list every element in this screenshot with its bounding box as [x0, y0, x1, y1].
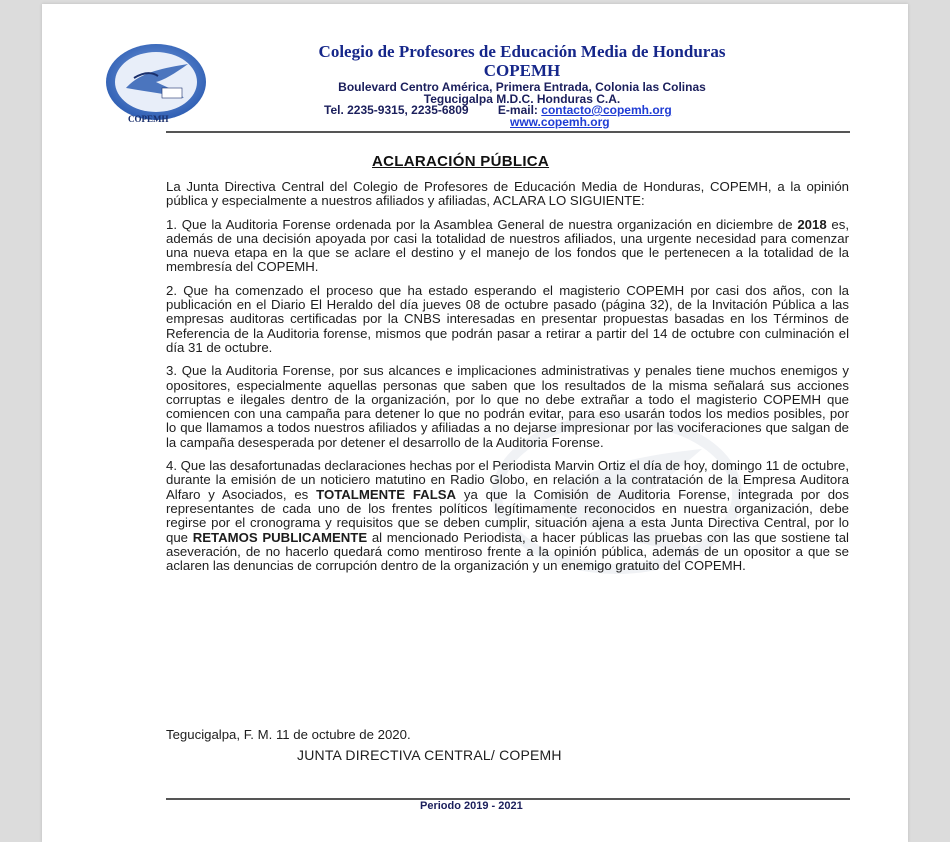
phone-text: Tel. 2235-9315, 2235-6809: [324, 103, 469, 117]
paragraph-2: 2. Que ha comenzado el proceso que ha estado esperando el magisterio COPEMH por casi dos años, con la publicación en el Diario El Heraldo del día jueves 08 de octubre pasado (página 32), de la Invitación Pública a las empresas auditoras certificadas por la CNBS interesadas en presentar propuestas basadas en los Términos de Referencia de la Auditoria forense, mismos que podrán pasar a retirar a partir del 14 de octubre con culminación el día 31 de octubre.: [166, 282, 849, 355]
paragraph-4: 4. Que las desafortunadas declaraciones hechas por el Periodista Marvin Ortiz el día de hoy, domingo 11 de octubre, durante la emisión de un noticiero matutino en Radio Globo, en relación a la contratación de la Empresa Auditora Alfaro y Asociados, es TOTALMENTE FALSA ya que la Comisión de Auditoria Forense, integrada por dos representantes de cada uno de los frentes políticos legítimamente reconocidos en nuestra organización, debe regirse por el cronograma y requisitos que se deben cumplir, situación ajena a esta Junta Directiva Central, por lo que RETAMOS PUBLICAMENTE al mencionado Periodista, a hacer públicas las pruebas con las que sostiene tal aseveración, de no hacerlo quedará como mentiroso frente a la opinión pública, además de un opositor a que se aclaren las denuncias de corrupción dentro de la organización y un enemigo gratuito del COPEMH.: [166, 458, 849, 574]
email-link[interactable]: contacto@copemh.org: [541, 103, 672, 117]
organization-acronym: COPEMH: [483, 61, 561, 80]
paragraph-3: 3. Que la Auditoria Forense, por sus alcances e implicaciones administrativas y penales tiene muchos enemigos y opositores, especialmente aquellas personas que saben que los resultados de la misma señalará sus acciones corruptas e ilegales dentro de la organización, por lo que no debe extrañar a todo el magisterio COPEMH que comiencen con una campaña para detener lo que no podrán evitar, para eso usarán todos los medios posibles, por lo que llamamos a todos nuestros afiliados y afiliadas a no dejarse impresionar por las vociferaciones que salgan de la campaña desesperada por detener el desarrollo de la Auditoria Forense.: [166, 363, 849, 450]
date-line: Tegucigalpa, F. M. 11 de octubre de 2020.: [166, 727, 411, 742]
paragraph-1: 1. Que la Auditoria Forense ordenada por la Asamblea General de nuestra organización en diciembre de 2018 es, además de una decisión apoyada por casi la totalidad de nuestros afiliados, una urgente necesidad para comenzar una nueva etapa en la que se aclare el destino y el manejo de los fondos que le pertenecen a la totalidad de la membresía del COPEMH.: [166, 216, 849, 275]
organization-name: Colegio de Profesores de Educación Media de Honduras: [318, 42, 726, 61]
retamos-emphasis: RETAMOS PUBLICAMENTE: [192, 529, 368, 545]
year-emphasis: 2018: [797, 216, 827, 232]
document-title: ACLARACIÓN PÚBLICA: [372, 153, 550, 170]
totalmente-falsa-emphasis: TOTALMENTE FALSA: [316, 486, 457, 502]
address-line-2: Tegucigalpa M.D.C. Honduras C.A.: [423, 92, 621, 106]
logo-caption: COPEMH: [128, 114, 169, 124]
copemh-logo-icon: [104, 42, 208, 122]
address-line-1: Boulevard Centro América, Primera Entrada, Colonia las Colinas: [338, 80, 706, 94]
document-page: [42, 4, 908, 842]
email-label: E-mail:: [497, 103, 538, 117]
website-link[interactable]: www.copemh.org: [510, 115, 610, 129]
header-divider: [166, 131, 850, 133]
footer-period: Periodo 2019 - 2021: [420, 800, 523, 812]
contact-line: [324, 103, 672, 117]
document-body: [166, 180, 849, 582]
signature: JUNTA DIRECTIVA CENTRAL/ COPEMH: [297, 747, 562, 763]
intro-paragraph: La Junta Directiva Central del Colegio de Profesores de Educación Media de Honduras, COPEMH, a la opinión pública y especialmente a nuestros afiliados y afiliadas, ACLARA LO SIGUIENTE:: [166, 179, 849, 209]
